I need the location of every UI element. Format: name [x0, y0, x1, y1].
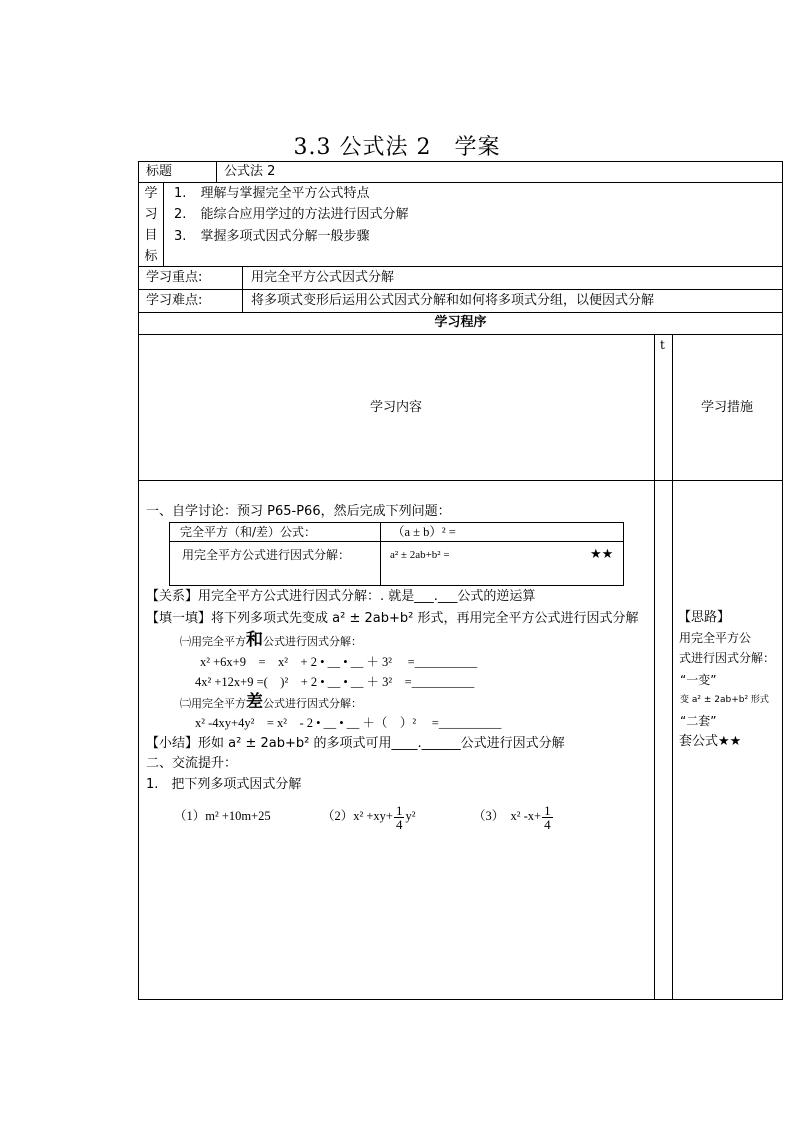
inner-table-border: [623, 522, 624, 586]
objective-text: 掌握多项式因式分解一般步骤: [200, 229, 370, 244]
relation-line: 【关系】用完全平方公式进行因式分解：. 就是___.___公式的逆运算: [146, 589, 536, 604]
fraction: [394, 804, 405, 831]
objectives-label-char: 习: [144, 207, 158, 222]
sub2-heading: [180, 692, 362, 714]
sub1-heading: [180, 630, 362, 652]
difficulty-value: 将多项式变形后运用公式因式分解和如何将多项式分组，以便因式分解: [251, 293, 655, 308]
col-divider: [216, 161, 217, 183]
section1-heading: 一、自学讨论：预习 P65-P66，然后完成下列问题：: [146, 504, 451, 519]
sub2-suffix: 公式进行因式分解：: [263, 697, 362, 710]
col-divider: [163, 182, 164, 267]
strategy-line: 变 a² ± 2ab+b² 形式: [680, 695, 769, 705]
sub2-prefix: ㈡用完全平方: [180, 697, 246, 710]
strategy-line: “二套”: [680, 714, 717, 728]
equation-3: x² -4xy+4y² = x² - 2 • __ • __ ＋（ ）² =__________: [195, 716, 502, 730]
problem-1: （1）m² +10m+25: [174, 809, 271, 823]
topic-value: 公式法 2: [224, 164, 276, 179]
sub1-emphasis: 和: [246, 630, 263, 650]
program-header: 学习程序: [434, 315, 487, 330]
key-point-value: 用完全平方公式因式分解: [251, 270, 395, 285]
key-point-label: 学习重点:: [146, 270, 203, 285]
sub2-emphasis: 差: [246, 692, 263, 712]
strategy-line: “一变”: [680, 673, 717, 687]
objective-item: [174, 227, 370, 247]
objectives-label-char: 标: [144, 249, 158, 264]
col-divider: [654, 334, 655, 1000]
document-title: 3.3 公式法 2 学案: [293, 135, 501, 160]
content-column-header: 学习内容: [369, 400, 422, 415]
row-divider: [138, 266, 783, 267]
equation-2: 4x² +12x+9 =( )² + 2 • __ • __ ＋ 3² =__________: [195, 675, 475, 689]
problem-2-prefix: （2）x² +xy+: [322, 809, 393, 823]
table-border: [138, 161, 139, 1000]
factor-value: a² ± 2ab+b² =: [390, 549, 450, 561]
row-divider: [138, 182, 783, 183]
objective-number: 3.: [174, 229, 187, 244]
fraction-numerator: 1: [544, 802, 551, 818]
table-border: [138, 999, 783, 1000]
topic-label: 标题: [146, 164, 173, 179]
difficulty-stars: ★★: [590, 547, 614, 562]
objective-number: 2.: [174, 207, 187, 222]
objective-item: [174, 205, 409, 225]
problem-3: [473, 797, 554, 835]
inner-table-border: [169, 585, 624, 586]
strategy-line: 用完全平方公: [679, 631, 752, 645]
summary-line: 【小结】形如 a² ± 2ab+b² 的多项式可用____.______公式进行因式分解: [146, 736, 565, 751]
equation-1: x² +6x+9 = x² + 2 • __ • __ ＋ 3² =__________: [200, 655, 478, 669]
fraction-numerator: 1: [395, 802, 403, 818]
col-divider: [242, 266, 243, 313]
objective-text: 能综合应用学过的方法进行因式分解: [200, 207, 409, 222]
sub1-prefix: ㈠用完全平方: [180, 635, 246, 648]
fraction-denominator: 4: [395, 816, 403, 832]
objective-number: 1.: [174, 186, 187, 201]
fraction-denominator: 4: [544, 816, 551, 832]
difficulty-label: 学习难点:: [146, 293, 203, 308]
measures-column-header: 学习措施: [700, 400, 753, 415]
formula-value: （a ± b）² =: [392, 525, 456, 539]
fraction: [542, 804, 553, 831]
section2-heading: 二、交流提升：: [146, 756, 238, 771]
problem-2-suffix: y²: [405, 809, 416, 823]
strategy-heading: 【思路】: [678, 610, 731, 625]
mark-column-header: t: [660, 338, 665, 352]
objectives-label-char: 学: [144, 186, 158, 201]
row-divider: [138, 334, 783, 335]
problem-heading: 1. 把下列多项式因式分解: [146, 777, 302, 792]
objectives-label-char: 目: [144, 228, 158, 243]
row-divider: [138, 480, 783, 481]
formula-label: 完全平方（和/差）公式：: [180, 525, 317, 539]
inner-table-border: [169, 522, 170, 586]
objectives-label: [141, 183, 163, 267]
strategy-line: 套公式★★: [679, 734, 742, 749]
factor-label: 用完全平方公式进行因式分解：: [182, 548, 351, 562]
inner-table-border: [380, 522, 381, 586]
strategy-line: 式进行因式分解：: [679, 651, 776, 665]
row-divider: [138, 289, 783, 290]
objective-item: [174, 184, 370, 204]
problem-2: [322, 797, 415, 835]
objective-text: 理解与掌握完全平方公式特点: [200, 186, 370, 201]
fill-in-line: 【填一填】将下列多项式先变成 a² ± 2ab+b² 形式，再用完全平方公式进行因式分解: [146, 611, 639, 626]
problem-3-prefix: （3） x² -x+: [473, 809, 542, 823]
col-divider: [672, 334, 673, 1000]
sub1-suffix: 公式进行因式分解：: [263, 635, 362, 648]
table-border: [782, 161, 783, 1000]
